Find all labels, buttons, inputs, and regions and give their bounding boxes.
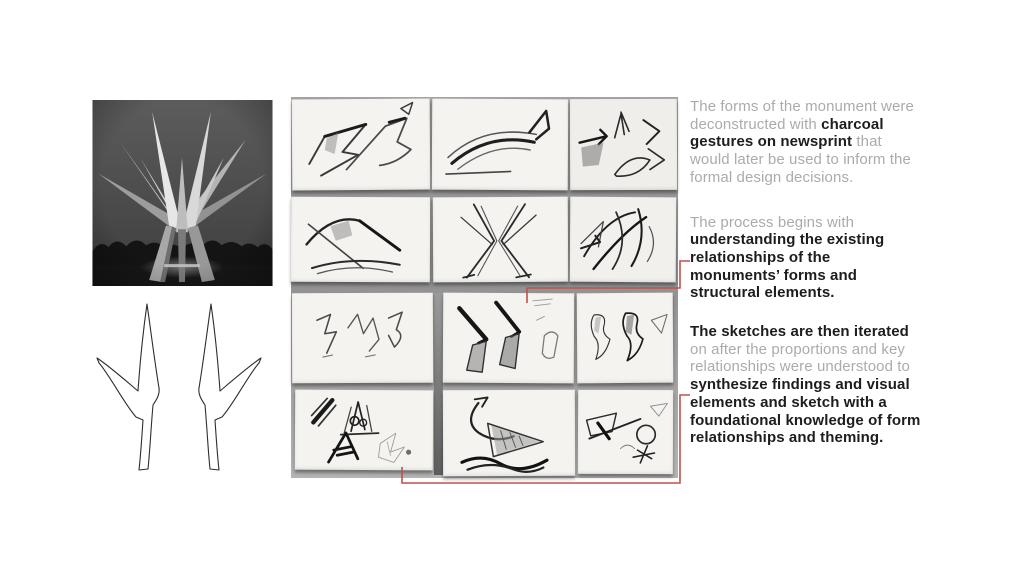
text-line <box>690 267 952 285</box>
body-text: The process begins with <box>690 213 855 231</box>
emphasis-text: gestures on newsprint <box>690 133 853 151</box>
text-line <box>690 323 952 341</box>
sketch-cell-r4c1 <box>295 390 433 471</box>
emphasis-text: monuments’ forms and <box>690 266 858 284</box>
text-line <box>690 341 952 359</box>
body-text: that <box>852 133 882 151</box>
text-line <box>690 116 952 134</box>
emphasis-text: structural elements. <box>690 284 835 302</box>
emphasis-text: foundational knowledge of form <box>690 411 921 429</box>
sketch-cell-r2c1 <box>291 197 430 282</box>
text-line <box>690 151 952 169</box>
emphasis-text: The sketches are then iterated <box>690 323 909 341</box>
sketch-cell-r3c2 <box>443 293 574 384</box>
emphasis-text: relationships and theming. <box>690 429 884 447</box>
charcoal-sketch <box>443 390 575 476</box>
body-text: on after the proportions and key <box>690 340 906 358</box>
text-line <box>690 412 952 430</box>
paragraph-3 <box>690 323 952 447</box>
text-line <box>690 231 952 249</box>
body-text: formal design decisions. <box>690 168 854 186</box>
monument-outline-drawing <box>95 302 263 474</box>
sketch-cell-r4c3 <box>578 390 673 474</box>
paragraph-1 <box>690 98 952 187</box>
emphasis-text: synthesize findings and visual <box>690 376 910 394</box>
sketch-cell-r4c2 <box>443 390 575 476</box>
emphasis-text: understanding the existing <box>690 231 885 249</box>
emphasis-text: elements and sketch with a <box>690 393 887 411</box>
emphasis-text: relationships of the <box>690 248 831 266</box>
text-line <box>690 358 952 376</box>
charcoal-sketch <box>432 99 568 191</box>
text-line <box>690 98 952 116</box>
monument-photo <box>92 100 273 286</box>
charcoal-sketch <box>578 390 673 474</box>
text-line <box>690 214 952 232</box>
sketch-cell-r3c1 <box>292 293 433 383</box>
grid-gap-shadow <box>434 293 443 475</box>
text-line <box>690 284 952 302</box>
charcoal-sketch <box>295 390 433 471</box>
monument-photo-graphic <box>92 100 273 286</box>
text-line <box>690 394 952 412</box>
sketch-cell-r1c1 <box>292 99 431 191</box>
body-text: The forms of the monument were <box>690 98 914 115</box>
text-line <box>690 249 952 267</box>
monument-outline-graphic <box>95 302 263 474</box>
charcoal-sketch <box>443 293 574 384</box>
sketch-cell-r2c3 <box>570 197 677 283</box>
body-text: deconstructed with <box>690 115 822 133</box>
process-description <box>690 98 952 447</box>
body-text: would later be used to inform the <box>690 151 911 169</box>
charcoal-sketch <box>292 293 433 383</box>
charcoal-sketch <box>570 197 677 283</box>
emphasis-text: charcoal <box>821 115 884 133</box>
text-line <box>690 169 952 187</box>
text-line <box>690 429 952 447</box>
sketch-cell-r2c2 <box>433 197 568 283</box>
charcoal-sketch <box>570 99 677 190</box>
charcoal-sketch <box>577 293 674 384</box>
text-line <box>690 133 952 151</box>
sketch-cell-r1c3 <box>570 99 677 190</box>
paragraph-2 <box>690 214 952 303</box>
sketch-grid <box>291 97 678 478</box>
body-text: relationships were understood to <box>690 358 910 376</box>
charcoal-sketch <box>291 197 430 282</box>
sketch-cell-r3c3 <box>577 293 674 384</box>
sketch-cell-r1c2 <box>432 99 568 191</box>
charcoal-sketch <box>433 197 568 283</box>
text-line <box>690 376 952 394</box>
charcoal-sketch <box>292 99 431 191</box>
